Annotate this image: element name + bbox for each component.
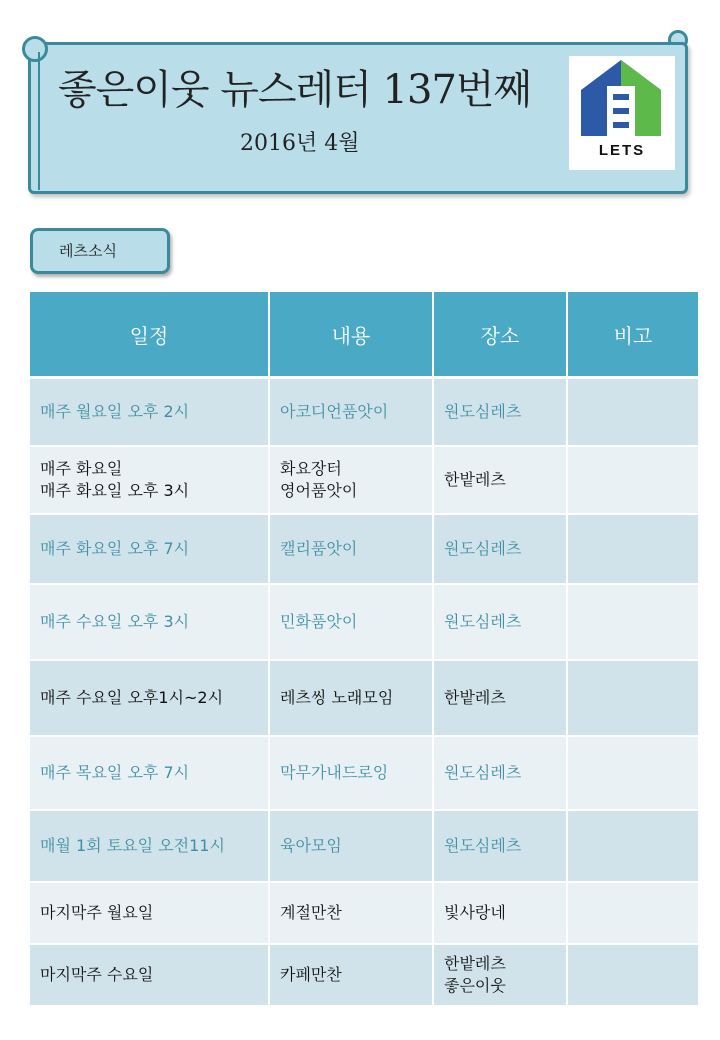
note-cell — [567, 378, 698, 446]
content-cell: 캘리품앗이 — [269, 514, 433, 584]
lets-house-icon — [569, 56, 675, 142]
note-cell — [567, 660, 698, 736]
note-cell — [567, 514, 698, 584]
schedule-cell: 매주 월요일 오후 2시 — [30, 378, 269, 446]
schedule-table — [30, 292, 698, 1007]
table-row — [30, 660, 698, 736]
column-header-note: 비고 — [567, 292, 698, 378]
schedule-cell: 마지막주 수요일 — [30, 944, 269, 1006]
content-cell: 화요장터 영어품앗이 — [269, 446, 433, 514]
table-row — [30, 736, 698, 810]
note-cell — [567, 810, 698, 882]
table-header-row — [30, 292, 698, 378]
content-cell: 계절만찬 — [269, 882, 433, 944]
content-cell: 레츠씽 노래모임 — [269, 660, 433, 736]
place-cell: 빛사랑네 — [433, 882, 567, 944]
table-row — [30, 378, 698, 446]
table-row — [30, 944, 698, 1006]
newsletter-date: 2016년 4월 — [240, 131, 360, 156]
scroll-edge-decoration — [30, 52, 40, 190]
table-row — [30, 514, 698, 584]
content-cell: 아코디언품앗이 — [269, 378, 433, 446]
schedule-cell: 매주 수요일 오후 3시 — [30, 584, 269, 660]
column-header-content: 내용 — [269, 292, 433, 378]
column-header-schedule: 일정 — [30, 292, 269, 378]
section-label: 레츠소식 — [30, 228, 170, 274]
table-row — [30, 584, 698, 660]
content-cell: 카페만찬 — [269, 944, 433, 1006]
schedule-cell: 마지막주 월요일 — [30, 882, 269, 944]
schedule-cell: 매주 화요일 매주 화요일 오후 3시 — [30, 446, 269, 514]
place-cell: 원도심레츠 — [433, 514, 567, 584]
table-row — [30, 446, 698, 514]
schedule-cell: 매주 수요일 오후1시~2시 — [30, 660, 269, 736]
place-cell: 한밭레츠 — [433, 446, 567, 514]
schedule-cell: 매월 1회 토요일 오전11시 — [30, 810, 269, 882]
note-cell — [567, 584, 698, 660]
content-cell: 막무가내드로잉 — [269, 736, 433, 810]
lets-logo — [569, 56, 675, 170]
place-cell: 원도심레츠 — [433, 584, 567, 660]
column-header-place: 장소 — [433, 292, 567, 378]
note-cell — [567, 882, 698, 944]
place-cell: 한밭레츠 좋은이웃 — [433, 944, 567, 1006]
schedule-cell: 매주 화요일 오후 7시 — [30, 514, 269, 584]
place-cell: 한밭레츠 — [433, 660, 567, 736]
content-cell: 육아모임 — [269, 810, 433, 882]
place-cell: 원도심레츠 — [433, 378, 567, 446]
schedule-cell: 매주 목요일 오후 7시 — [30, 736, 269, 810]
note-cell — [567, 944, 698, 1006]
place-cell: 원도심레츠 — [433, 810, 567, 882]
content-cell: 민화품앗이 — [269, 584, 433, 660]
place-cell: 원도심레츠 — [433, 736, 567, 810]
note-cell — [567, 736, 698, 810]
note-cell — [567, 446, 698, 514]
newsletter-title: 좋은이웃 뉴스레터 137번째 — [58, 67, 532, 113]
logo-wordmark: LETS — [598, 142, 646, 159]
table-row — [30, 810, 698, 882]
table-row — [30, 882, 698, 944]
